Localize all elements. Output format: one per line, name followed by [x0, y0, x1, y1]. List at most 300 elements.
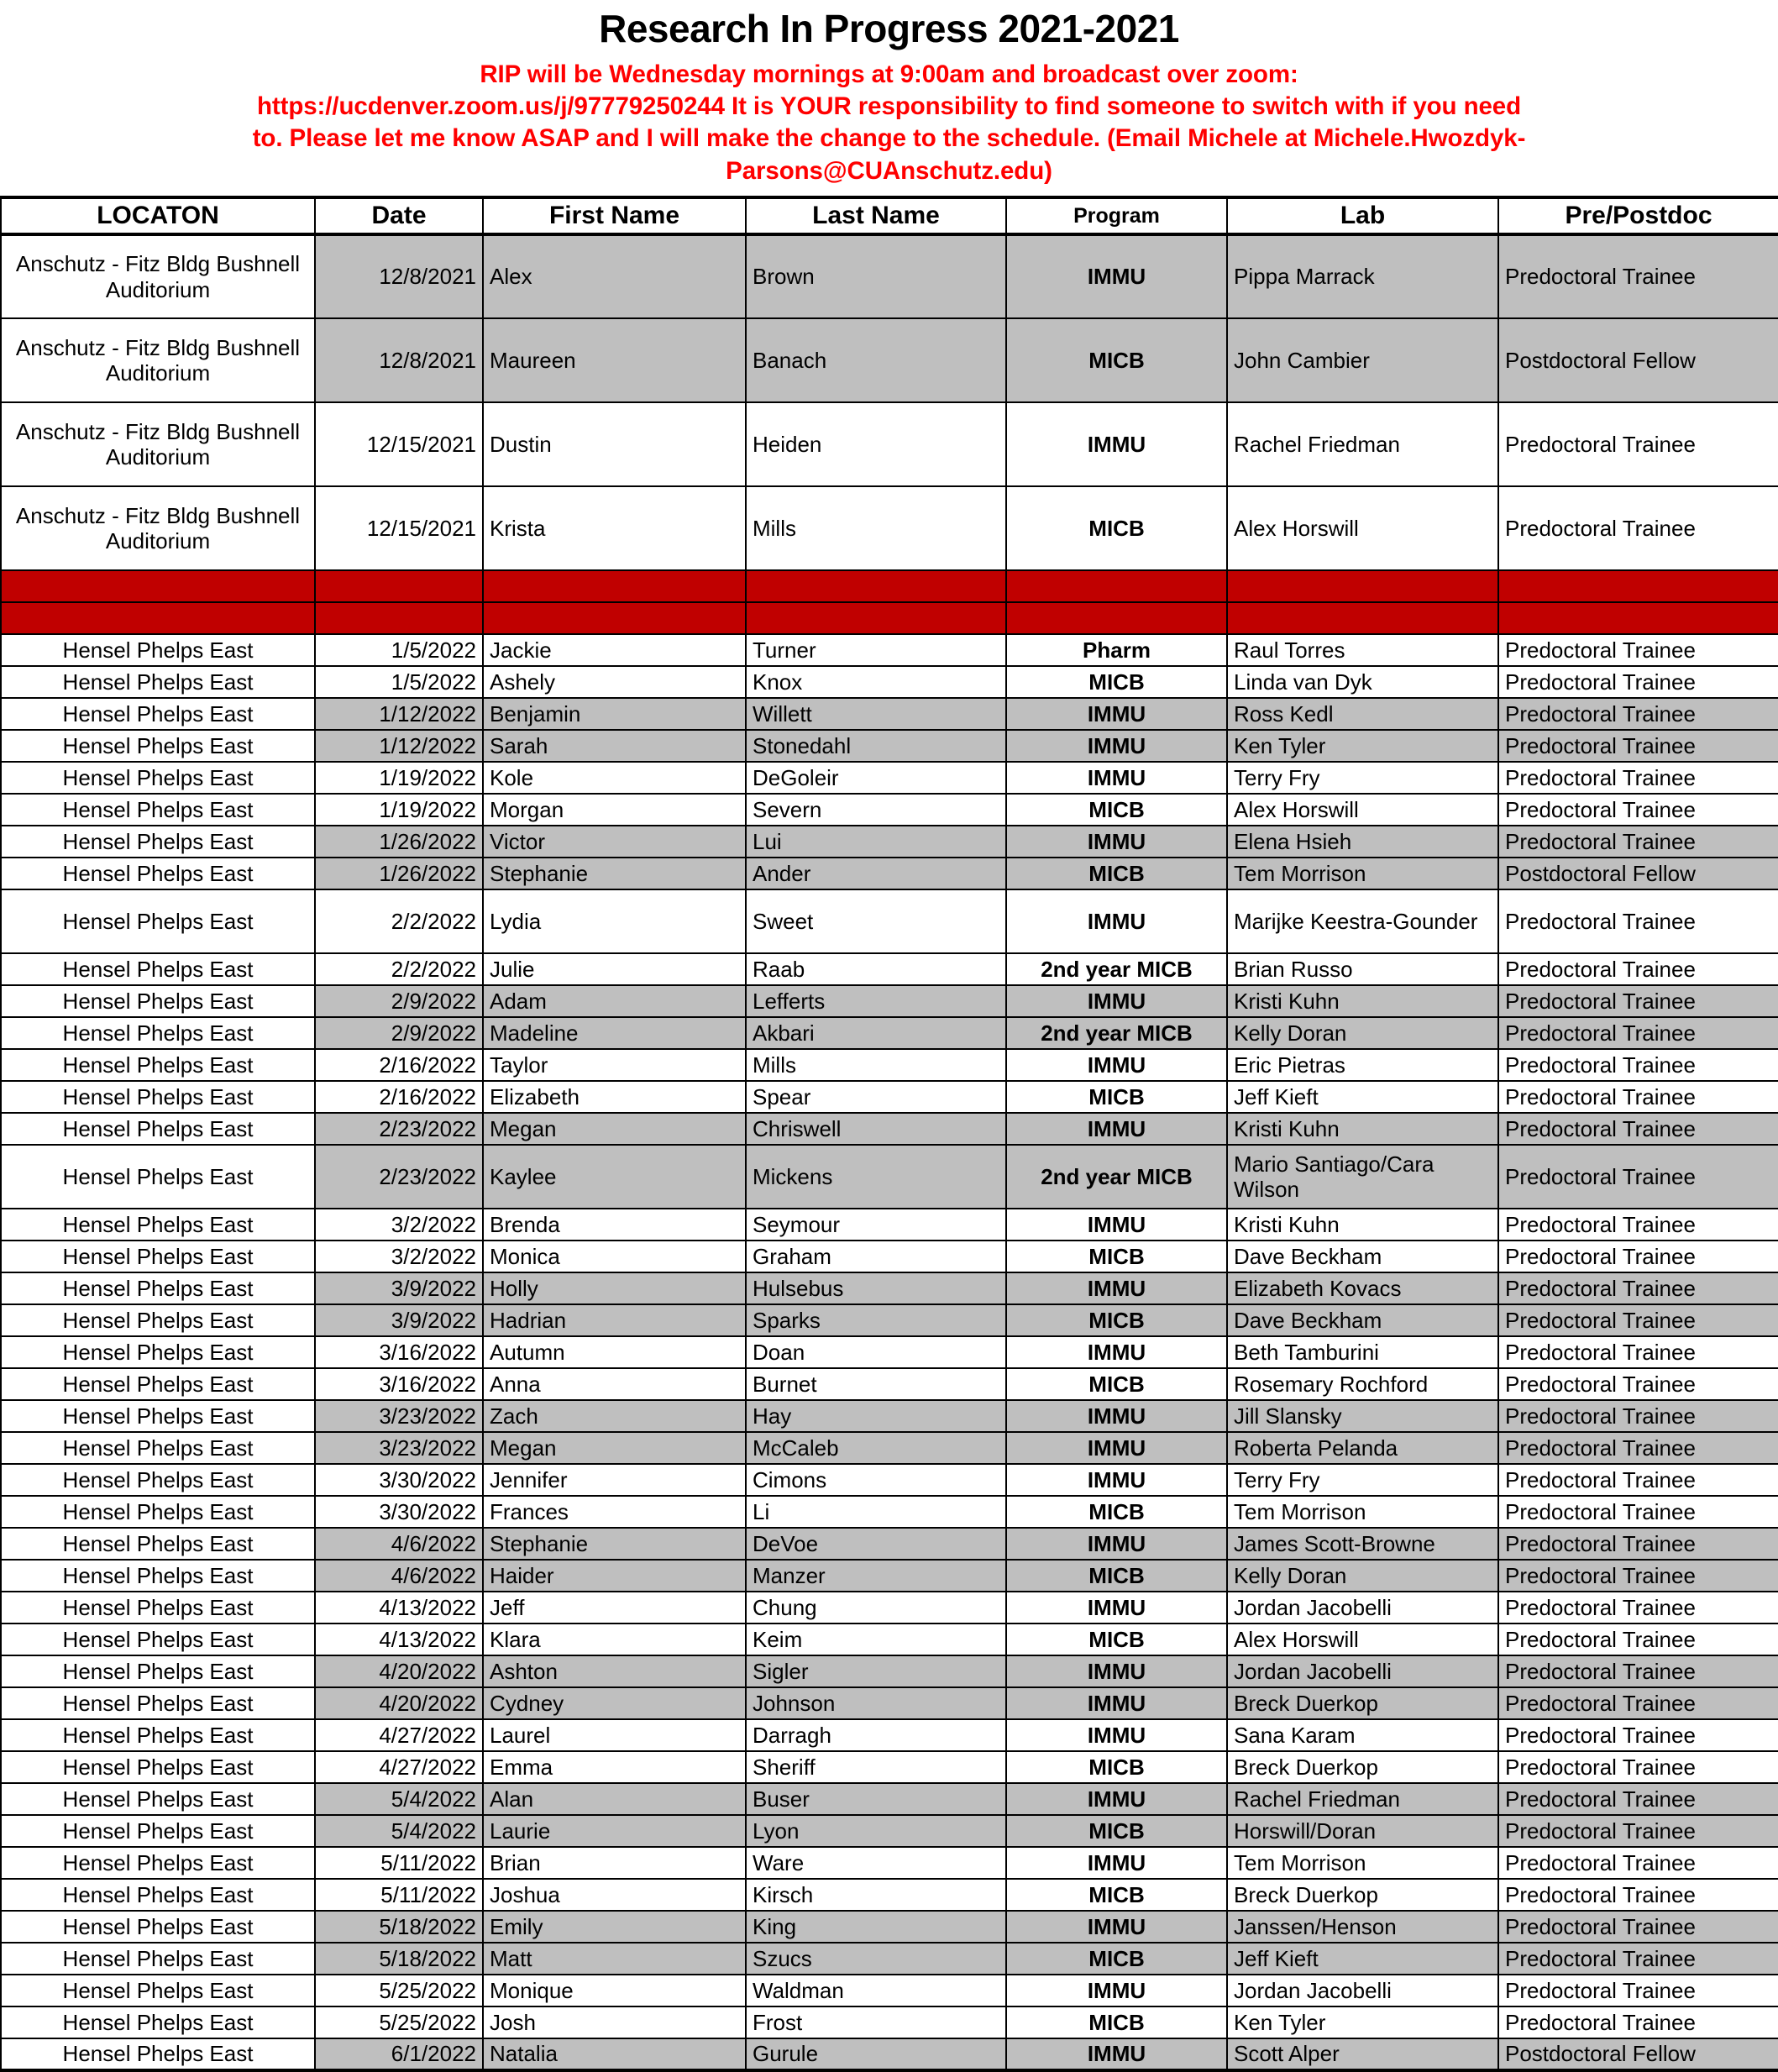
cell-pre-postdoc: Postdoctoral Fellow — [1498, 858, 1778, 889]
table-row[interactable] — [1, 1368, 1778, 1400]
cell-first-name: Jennifer — [483, 1464, 746, 1496]
cell-pre-postdoc: Predoctoral Trainee — [1498, 1049, 1778, 1081]
cell-location: Hensel Phelps East — [1, 1209, 315, 1241]
cell-program: MICB — [1006, 1241, 1227, 1272]
cell-lab: Kelly Doran — [1227, 1560, 1498, 1592]
cell-pre-postdoc: Predoctoral Trainee — [1498, 1911, 1778, 1943]
cell-program: IMMU — [1006, 762, 1227, 794]
cell-location: Hensel Phelps East — [1, 1528, 315, 1560]
table-row[interactable] — [1, 889, 1778, 953]
cell-program: MICB — [1006, 1368, 1227, 1400]
cell-pre-postdoc: Predoctoral Trainee — [1498, 698, 1778, 730]
cell-date: 3/16/2022 — [315, 1368, 483, 1400]
cell-pre-postdoc: Predoctoral Trainee — [1498, 1624, 1778, 1655]
cell-pre-postdoc: Postdoctoral Fellow — [1498, 2038, 1778, 2070]
cell-pre-postdoc: Predoctoral Trainee — [1498, 889, 1778, 953]
cell-last-name: Sweet — [746, 889, 1006, 953]
cell-location: Hensel Phelps East — [1, 1081, 315, 1113]
cell-program: IMMU — [1006, 2038, 1227, 2070]
table-row[interactable] — [1, 1081, 1778, 1113]
column-header-lab[interactable]: Lab — [1227, 197, 1498, 234]
cell-location: Hensel Phelps East — [1, 666, 315, 698]
cell-program: IMMU — [1006, 889, 1227, 953]
announcement-note — [7, 59, 1771, 187]
table-row[interactable] — [1, 318, 1778, 402]
cell-first-name: Megan — [483, 1432, 746, 1464]
cell-lab: Breck Duerkop — [1227, 1751, 1498, 1783]
cell-pre-postdoc: Predoctoral Trainee — [1498, 1400, 1778, 1432]
cell-lab: Kristi Kuhn — [1227, 1113, 1498, 1145]
cell-program: MICB — [1006, 1560, 1227, 1592]
table-row[interactable] — [1, 1815, 1778, 1847]
cell-lab: John Cambier — [1227, 318, 1498, 402]
table-row[interactable] — [1, 486, 1778, 570]
table-row[interactable] — [1, 1145, 1778, 1209]
cell-lab: Sana Karam — [1227, 1719, 1498, 1751]
cell-pre-postdoc: Predoctoral Trainee — [1498, 1592, 1778, 1624]
cell-lab: Dave Beckham — [1227, 1241, 1498, 1272]
cell-pre-postdoc: Predoctoral Trainee — [1498, 1081, 1778, 1113]
cell-location: Hensel Phelps East — [1, 1496, 315, 1528]
table-row[interactable] — [1, 1751, 1778, 1783]
cell-last-name: Waldman — [746, 1975, 1006, 2006]
table-row[interactable] — [1, 698, 1778, 730]
table-row[interactable] — [1, 826, 1778, 858]
cell-lab: Rosemary Rochford — [1227, 1368, 1498, 1400]
cell-date: 2/2/2022 — [315, 953, 483, 985]
cell-pre-postdoc: Predoctoral Trainee — [1498, 402, 1778, 486]
cell-date: 3/2/2022 — [315, 1209, 483, 1241]
cell-last-name: Darragh — [746, 1719, 1006, 1751]
cell-pre-postdoc: Predoctoral Trainee — [1498, 985, 1778, 1017]
cell-last-name: Banach — [746, 318, 1006, 402]
cell-date: 3/2/2022 — [315, 1241, 483, 1272]
cell-last-name: McCaleb — [746, 1432, 1006, 1464]
cell-last-name: Akbari — [746, 1017, 1006, 1049]
separator-cell — [1, 602, 315, 634]
cell-date: 4/6/2022 — [315, 1528, 483, 1560]
cell-program: MICB — [1006, 2006, 1227, 2038]
cell-first-name: Kole — [483, 762, 746, 794]
cell-last-name: Graham — [746, 1241, 1006, 1272]
cell-location: Hensel Phelps East — [1, 2006, 315, 2038]
cell-last-name: Brown — [746, 234, 1006, 318]
cell-program: IMMU — [1006, 1272, 1227, 1304]
separator-cell — [1006, 570, 1227, 602]
table-row[interactable] — [1, 1241, 1778, 1272]
column-header-pre-postdoc[interactable]: Pre/Postdoc — [1498, 197, 1778, 234]
cell-lab: Elizabeth Kovacs — [1227, 1272, 1498, 1304]
cell-date: 2/23/2022 — [315, 1145, 483, 1209]
cell-last-name: Willett — [746, 698, 1006, 730]
cell-date: 3/9/2022 — [315, 1304, 483, 1336]
table-row[interactable] — [1, 2006, 1778, 2038]
cell-first-name: Anna — [483, 1368, 746, 1400]
cell-pre-postdoc: Predoctoral Trainee — [1498, 234, 1778, 318]
cell-pre-postdoc: Predoctoral Trainee — [1498, 1368, 1778, 1400]
cell-last-name: Manzer — [746, 1560, 1006, 1592]
cell-lab: Breck Duerkop — [1227, 1687, 1498, 1719]
cell-last-name: Severn — [746, 794, 1006, 826]
cell-first-name: Krista — [483, 486, 746, 570]
table-row[interactable] — [1, 1911, 1778, 1943]
table-header — [1, 197, 1778, 234]
cell-date: 1/12/2022 — [315, 698, 483, 730]
cell-program: 2nd year MICB — [1006, 1145, 1227, 1209]
cell-lab: Alex Horswill — [1227, 794, 1498, 826]
cell-lab: Rachel Friedman — [1227, 402, 1498, 486]
cell-date: 12/15/2021 — [315, 486, 483, 570]
cell-first-name: Alex — [483, 234, 746, 318]
cell-date: 12/15/2021 — [315, 402, 483, 486]
note-line-1: RIP will be Wednesday mornings at 9:00am and broadcast over zoom: — [480, 60, 1298, 88]
table-row[interactable] — [1, 1209, 1778, 1241]
separator-cell — [746, 602, 1006, 634]
cell-first-name: Victor — [483, 826, 746, 858]
table-row[interactable] — [1, 730, 1778, 762]
cell-location: Hensel Phelps East — [1, 1624, 315, 1655]
table-row[interactable] — [1, 1113, 1778, 1145]
cell-date: 3/23/2022 — [315, 1432, 483, 1464]
cell-pre-postdoc: Predoctoral Trainee — [1498, 1241, 1778, 1272]
cell-first-name: Emily — [483, 1911, 746, 1943]
cell-location: Anschutz - Fitz Bldg Bushnell Auditorium — [1, 402, 315, 486]
cell-program: IMMU — [1006, 1719, 1227, 1751]
cell-last-name: Szucs — [746, 1943, 1006, 1975]
separator-cell — [1227, 602, 1498, 634]
cell-location: Hensel Phelps East — [1, 1017, 315, 1049]
cell-first-name: Sarah — [483, 730, 746, 762]
cell-last-name: King — [746, 1911, 1006, 1943]
cell-last-name: Burnet — [746, 1368, 1006, 1400]
cell-first-name: Julie — [483, 953, 746, 985]
cell-date: 4/13/2022 — [315, 1624, 483, 1655]
separator-cell — [483, 570, 746, 602]
cell-date: 5/4/2022 — [315, 1815, 483, 1847]
table-header-row — [1, 197, 1778, 234]
cell-last-name: Lefferts — [746, 985, 1006, 1017]
cell-lab: Alex Horswill — [1227, 1624, 1498, 1655]
separator-cell — [1498, 602, 1778, 634]
cell-date: 4/27/2022 — [315, 1719, 483, 1751]
cell-date: 2/9/2022 — [315, 985, 483, 1017]
cell-location: Hensel Phelps East — [1, 1815, 315, 1847]
cell-last-name: Johnson — [746, 1687, 1006, 1719]
separator-cell — [315, 602, 483, 634]
cell-pre-postdoc: Predoctoral Trainee — [1498, 1017, 1778, 1049]
table-row[interactable] — [1, 1847, 1778, 1879]
cell-first-name: Haider — [483, 1560, 746, 1592]
cell-program: MICB — [1006, 1879, 1227, 1911]
table-row[interactable] — [1, 1432, 1778, 1464]
cell-pre-postdoc: Predoctoral Trainee — [1498, 1336, 1778, 1368]
cell-location: Hensel Phelps East — [1, 730, 315, 762]
cell-date: 2/16/2022 — [315, 1049, 483, 1081]
cell-date: 1/19/2022 — [315, 762, 483, 794]
cell-pre-postdoc: Predoctoral Trainee — [1498, 1655, 1778, 1687]
cell-program: Pharm — [1006, 634, 1227, 666]
separator-cell — [1498, 570, 1778, 602]
cell-program: IMMU — [1006, 1592, 1227, 1624]
cell-first-name: Megan — [483, 1113, 746, 1145]
cell-last-name: Lui — [746, 826, 1006, 858]
cell-date: 5/4/2022 — [315, 1783, 483, 1815]
cell-lab: Tem Morrison — [1227, 1496, 1498, 1528]
table-row[interactable] — [1, 858, 1778, 889]
cell-first-name: Lydia — [483, 889, 746, 953]
cell-pre-postdoc: Predoctoral Trainee — [1498, 1113, 1778, 1145]
cell-first-name: Adam — [483, 985, 746, 1017]
note-line-3: to. Please let me know ASAP and I will make the change to the schedule. (Email Michele at Michele.Hwozdyk- — [252, 124, 1526, 153]
cell-program: MICB — [1006, 1496, 1227, 1528]
table-row[interactable] — [1, 1496, 1778, 1528]
schedule-table — [0, 196, 1778, 2072]
cell-location: Hensel Phelps East — [1, 1400, 315, 1432]
separator-cell — [1006, 602, 1227, 634]
cell-date: 4/13/2022 — [315, 1592, 483, 1624]
cell-program: IMMU — [1006, 1336, 1227, 1368]
cell-date: 1/26/2022 — [315, 826, 483, 858]
cell-program: MICB — [1006, 666, 1227, 698]
cell-date: 12/8/2021 — [315, 318, 483, 402]
cell-location: Hensel Phelps East — [1, 698, 315, 730]
table-row[interactable] — [1, 1017, 1778, 1049]
cell-program: IMMU — [1006, 402, 1227, 486]
table-row[interactable] — [1, 234, 1778, 318]
cell-first-name: Stephanie — [483, 1528, 746, 1560]
cell-location: Hensel Phelps East — [1, 1241, 315, 1272]
cell-location: Hensel Phelps East — [1, 1943, 315, 1975]
cell-date: 5/11/2022 — [315, 1847, 483, 1879]
cell-location: Hensel Phelps East — [1, 762, 315, 794]
cell-location: Hensel Phelps East — [1, 1687, 315, 1719]
cell-first-name: Stephanie — [483, 858, 746, 889]
cell-program: IMMU — [1006, 1975, 1227, 2006]
cell-location: Anschutz - Fitz Bldg Bushnell Auditorium — [1, 234, 315, 318]
cell-first-name: Zach — [483, 1400, 746, 1432]
table-row[interactable] — [1, 1528, 1778, 1560]
cell-lab: Jill Slansky — [1227, 1400, 1498, 1432]
page-title: Research In Progress 2021-2021 — [599, 7, 1179, 50]
column-header-last-name[interactable]: Last Name — [746, 197, 1006, 234]
table-row[interactable] — [1, 1943, 1778, 1975]
cell-last-name: Sheriff — [746, 1751, 1006, 1783]
cell-lab: Kristi Kuhn — [1227, 1209, 1498, 1241]
cell-date: 2/23/2022 — [315, 1113, 483, 1145]
cell-lab: Terry Fry — [1227, 1464, 1498, 1496]
cell-last-name: DeVoe — [746, 1528, 1006, 1560]
cell-pre-postdoc: Predoctoral Trainee — [1498, 1975, 1778, 2006]
cell-last-name: Raab — [746, 953, 1006, 985]
cell-program: IMMU — [1006, 1783, 1227, 1815]
separator-cell — [746, 570, 1006, 602]
cell-last-name: Keim — [746, 1624, 1006, 1655]
cell-program: IMMU — [1006, 1432, 1227, 1464]
cell-program: MICB — [1006, 1815, 1227, 1847]
table-separator-row — [1, 602, 1778, 634]
cell-location: Hensel Phelps East — [1, 889, 315, 953]
cell-location: Hensel Phelps East — [1, 794, 315, 826]
table-separator-row — [1, 570, 1778, 602]
cell-pre-postdoc: Predoctoral Trainee — [1498, 634, 1778, 666]
column-header-location[interactable]: LOCATON — [1, 197, 315, 234]
note-line-4: Parsons@CUAnschutz.edu) — [726, 156, 1052, 185]
cell-program: MICB — [1006, 1081, 1227, 1113]
cell-location: Hensel Phelps East — [1, 1272, 315, 1304]
cell-date: 4/6/2022 — [315, 1560, 483, 1592]
cell-lab: Dave Beckham — [1227, 1304, 1498, 1336]
cell-location: Hensel Phelps East — [1, 1336, 315, 1368]
table-row[interactable] — [1, 1975, 1778, 2006]
cell-pre-postdoc: Predoctoral Trainee — [1498, 1815, 1778, 1847]
cell-pre-postdoc: Predoctoral Trainee — [1498, 666, 1778, 698]
table-row[interactable] — [1, 1336, 1778, 1368]
table-row[interactable] — [1, 1879, 1778, 1911]
cell-location: Hensel Phelps East — [1, 1368, 315, 1400]
cell-pre-postdoc: Predoctoral Trainee — [1498, 486, 1778, 570]
column-header-first-name[interactable]: First Name — [483, 197, 746, 234]
table-row[interactable] — [1, 402, 1778, 486]
table-row[interactable] — [1, 666, 1778, 698]
cell-last-name: Chriswell — [746, 1113, 1006, 1145]
table-row[interactable] — [1, 1464, 1778, 1496]
cell-lab: Mario Santiago/Cara Wilson — [1227, 1145, 1498, 1209]
cell-pre-postdoc: Predoctoral Trainee — [1498, 1464, 1778, 1496]
cell-pre-postdoc: Predoctoral Trainee — [1498, 826, 1778, 858]
cell-program: IMMU — [1006, 698, 1227, 730]
column-header-date[interactable]: Date — [315, 197, 483, 234]
cell-last-name: Chung — [746, 1592, 1006, 1624]
cell-date: 5/25/2022 — [315, 1975, 483, 2006]
cell-last-name: Mills — [746, 486, 1006, 570]
cell-date: 4/20/2022 — [315, 1687, 483, 1719]
cell-pre-postdoc: Predoctoral Trainee — [1498, 1145, 1778, 1209]
cell-date: 3/30/2022 — [315, 1464, 483, 1496]
cell-location: Hensel Phelps East — [1, 1304, 315, 1336]
cell-date: 2/9/2022 — [315, 1017, 483, 1049]
table-row[interactable] — [1, 762, 1778, 794]
cell-location: Hensel Phelps East — [1, 1049, 315, 1081]
cell-program: IMMU — [1006, 1400, 1227, 1432]
cell-last-name: Buser — [746, 1783, 1006, 1815]
cell-program: IMMU — [1006, 1911, 1227, 1943]
separator-cell — [315, 570, 483, 602]
table-row[interactable] — [1, 1272, 1778, 1304]
cell-program: 2nd year MICB — [1006, 953, 1227, 985]
cell-lab: Kristi Kuhn — [1227, 985, 1498, 1017]
table-row[interactable] — [1, 2038, 1778, 2070]
cell-lab: Janssen/Henson — [1227, 1911, 1498, 1943]
cell-program: IMMU — [1006, 826, 1227, 858]
cell-location: Hensel Phelps East — [1, 1975, 315, 2006]
cell-lab: Eric Pietras — [1227, 1049, 1498, 1081]
cell-first-name: Laurel — [483, 1719, 746, 1751]
cell-program: IMMU — [1006, 1049, 1227, 1081]
cell-lab: Scott Alper — [1227, 2038, 1498, 2070]
cell-lab: Ross Kedl — [1227, 698, 1498, 730]
cell-program: IMMU — [1006, 1687, 1227, 1719]
cell-program: MICB — [1006, 1304, 1227, 1336]
cell-date: 5/11/2022 — [315, 1879, 483, 1911]
table-row[interactable] — [1, 1560, 1778, 1592]
table-body — [1, 234, 1778, 2070]
cell-lab: Alex Horswill — [1227, 486, 1498, 570]
cell-lab: Jeff Kieft — [1227, 1943, 1498, 1975]
cell-program: IMMU — [1006, 730, 1227, 762]
cell-date: 6/1/2022 — [315, 2038, 483, 2070]
cell-date: 1/19/2022 — [315, 794, 483, 826]
cell-first-name: Benjamin — [483, 698, 746, 730]
table-row[interactable] — [1, 1400, 1778, 1432]
table-row[interactable] — [1, 953, 1778, 985]
column-header-program[interactable]: Program — [1006, 197, 1227, 234]
cell-program: IMMU — [1006, 1464, 1227, 1496]
cell-pre-postdoc: Predoctoral Trainee — [1498, 1943, 1778, 1975]
cell-last-name: Frost — [746, 2006, 1006, 2038]
cell-lab: Pippa Marrack — [1227, 234, 1498, 318]
cell-location: Hensel Phelps East — [1, 1464, 315, 1496]
table-row[interactable] — [1, 1304, 1778, 1336]
table-row[interactable] — [1, 1687, 1778, 1719]
cell-last-name: Gurule — [746, 2038, 1006, 2070]
table-row[interactable] — [1, 1655, 1778, 1687]
cell-lab: Brian Russo — [1227, 953, 1498, 985]
table-row[interactable] — [1, 1592, 1778, 1624]
table-row[interactable] — [1, 1783, 1778, 1815]
cell-lab: Tem Morrison — [1227, 858, 1498, 889]
cell-last-name: Li — [746, 1496, 1006, 1528]
cell-program: MICB — [1006, 858, 1227, 889]
cell-lab: Ken Tyler — [1227, 730, 1498, 762]
cell-first-name: Josh — [483, 2006, 746, 2038]
cell-program: IMMU — [1006, 1209, 1227, 1241]
table-row[interactable] — [1, 1624, 1778, 1655]
table-row[interactable] — [1, 1049, 1778, 1081]
cell-pre-postdoc: Predoctoral Trainee — [1498, 730, 1778, 762]
separator-cell — [483, 602, 746, 634]
cell-first-name: Brian — [483, 1847, 746, 1879]
cell-location: Hensel Phelps East — [1, 1592, 315, 1624]
cell-first-name: Holly — [483, 1272, 746, 1304]
table-row[interactable] — [1, 794, 1778, 826]
cell-lab: Raul Torres — [1227, 634, 1498, 666]
cell-date: 12/8/2021 — [315, 234, 483, 318]
cell-program: IMMU — [1006, 234, 1227, 318]
cell-first-name: Dustin — [483, 402, 746, 486]
table-row[interactable] — [1, 634, 1778, 666]
cell-lab: Kelly Doran — [1227, 1017, 1498, 1049]
cell-date: 1/5/2022 — [315, 666, 483, 698]
cell-program: IMMU — [1006, 1113, 1227, 1145]
cell-lab: Marijke Keestra-Gounder — [1227, 889, 1498, 953]
table-row[interactable] — [1, 985, 1778, 1017]
cell-pre-postdoc: Predoctoral Trainee — [1498, 1783, 1778, 1815]
cell-lab: Jeff Kieft — [1227, 1081, 1498, 1113]
cell-first-name: Joshua — [483, 1879, 746, 1911]
cell-first-name: Klara — [483, 1624, 746, 1655]
cell-first-name: Cydney — [483, 1687, 746, 1719]
cell-pre-postdoc: Predoctoral Trainee — [1498, 1719, 1778, 1751]
cell-lab: Linda van Dyk — [1227, 666, 1498, 698]
table-row[interactable] — [1, 1719, 1778, 1751]
cell-program: IMMU — [1006, 1655, 1227, 1687]
cell-date: 5/18/2022 — [315, 1911, 483, 1943]
cell-pre-postdoc: Predoctoral Trainee — [1498, 1528, 1778, 1560]
cell-location: Hensel Phelps East — [1, 1560, 315, 1592]
cell-date: 2/16/2022 — [315, 1081, 483, 1113]
cell-program: IMMU — [1006, 1528, 1227, 1560]
cell-lab: Elena Hsieh — [1227, 826, 1498, 858]
